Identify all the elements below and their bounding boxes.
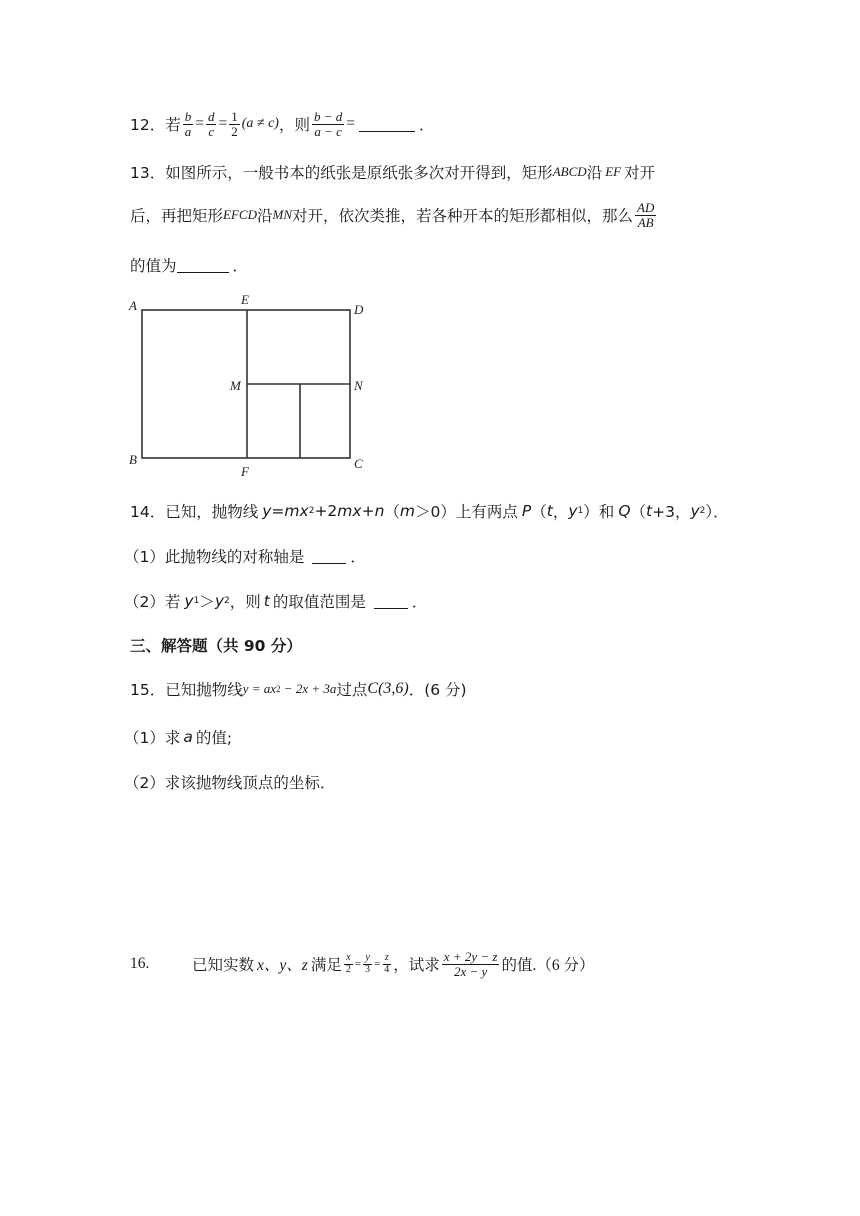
rectangle-folding-figure [126,290,376,480]
q14-part-2-blank[interactable] [374,594,408,609]
section-3-heading: 三、解答题（共 90 分） [130,637,302,655]
label-c: C [354,456,363,471]
q12-answer-blank[interactable] [359,117,415,132]
question-15: 15．已知抛物线 y = ax 2 − 2x + 3a 过点 C(3,6) ．(6 分) [130,680,467,699]
q15-point-c: C(3,6) [367,680,409,697]
question-12: 12．若 $\frac{b}{a}$ = $\frac{d}{c}$ = $\frac{1}{2}$ (a ≠ c) ，则 $\frac{b - d}{a - c}$ = ． [130,109,435,139]
q16-number: 16. [130,955,150,973]
question-15-part-1: （1）求 a 的值; [124,728,233,747]
q16-fraction-z-over-4: $\frac{z}{4}$ [384,952,390,975]
q12-fraction-b-over-a: $\frac{b}{a}$ [184,109,192,139]
q12-fraction-result: $\frac{b - d}{a - c}$ [313,109,343,139]
question-13-line-3: 的值为 ． [130,257,249,275]
q16-fraction-y-over-3: $\frac{y}{3}$ [365,952,371,975]
q12-number: 12．若 [130,116,181,135]
label-n: N [354,378,363,393]
q13-fraction-ad-over-ab: $\frac{AD}{AB}$ [637,200,655,230]
question-14-part-2: （2）若 y 1 ＞ y 2 ，则 t 的取值范围是 ． [124,592,428,611]
q12-fraction-one-half: $\frac{1}{2}$ [231,109,238,139]
label-e: E [241,292,249,307]
q12-fraction-d-over-c: $\frac{d}{c}$ [207,109,215,139]
label-b: B [129,452,137,467]
q15-equation: y = ax [242,681,277,696]
label-d: D [354,302,364,317]
question-15-part-2: （2）求该抛物线顶点的坐标． [124,774,336,792]
question-13-line-1: 13．如图所示，一般书本的纸张是原纸张多次对开得到，矩形 ABCD 沿 EF 对开 [130,164,656,182]
q16-fraction-x-over-2: $\frac{x}{2}$ [345,952,351,975]
question-14: 14．已知，抛物线 y = mx 2 +2 mx + n （ m ＞0）上有两点 P （ t ， y 1 ）和 Q （ t +3， y 2 ）． [130,502,729,521]
label-a: A [129,298,137,313]
question-14-part-1: （1）此抛物线的对称轴是 ． [124,548,366,566]
question-13-line-2: 后，再把矩形 EFCD 沿 MN 对开，依次类推，若各种开本的矩形都相似，那么 $\frac{AD}{AB}$ [130,200,655,230]
q12-condition: (a ≠ c) [241,116,279,132]
q14-part-1-blank[interactable] [312,549,346,564]
q16-fraction-expression: $\frac{x + 2y - z}{2x - y}$ [443,949,498,979]
label-m: M [230,378,241,393]
q13-answer-blank[interactable] [177,258,229,273]
question-16: 16. 已知实数 x、y、z 满足 $\frac{x}{2}$ = $\frac{y}{3}$ = $\frac{z}{4}$ ，试求 $\frac{x + 2y - z}{2x - y}$ 的值.（6 分） [130,949,595,979]
label-f: F [241,464,249,479]
